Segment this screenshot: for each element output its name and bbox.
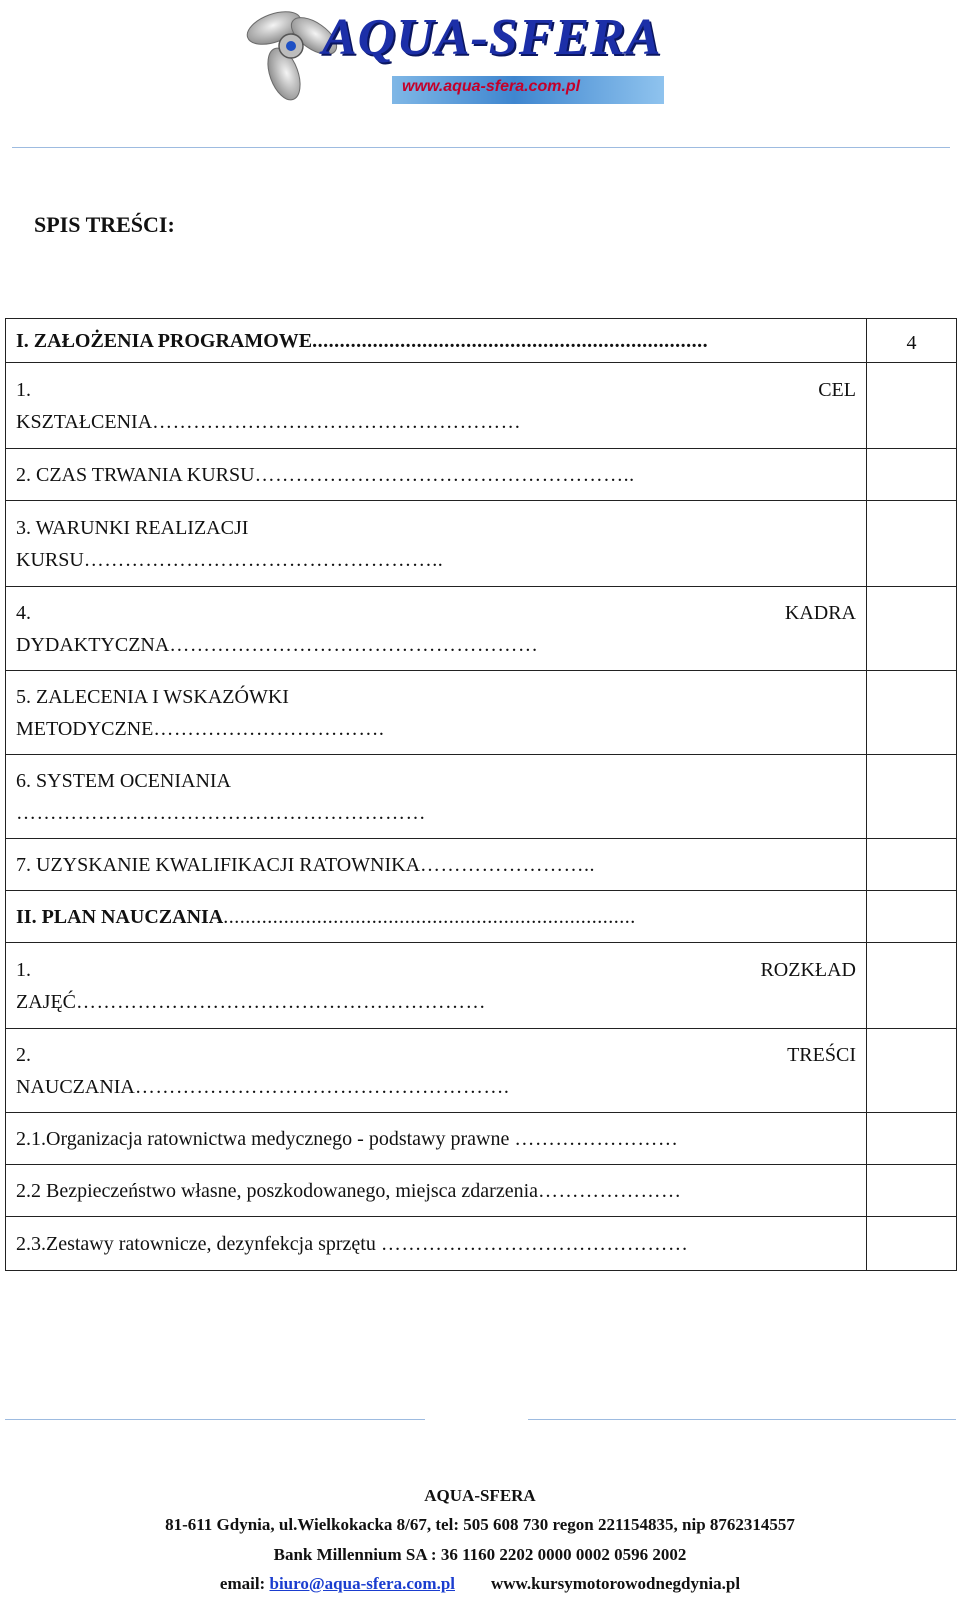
footer-email-link[interactable]: biuro@aqua-sfera.com.pl — [269, 1574, 455, 1593]
toc-row — [6, 755, 957, 839]
toc-page-cell — [867, 1217, 957, 1271]
toc-row — [6, 363, 957, 449]
toc-page-cell — [867, 671, 957, 755]
toc-entry[interactable]: 2. TREŚCI NAUCZANIA………………………………………………. — [6, 1029, 867, 1113]
toc-page-cell — [867, 943, 957, 1029]
footer-divider-left — [5, 1419, 425, 1420]
toc-row — [6, 891, 957, 943]
page-title: SPIS TREŚCI: — [34, 212, 175, 237]
company-logo — [244, 6, 684, 104]
toc-row — [6, 943, 957, 1029]
toc-entry[interactable]: II. PLAN NAUCZANIA........................................................................... — [6, 891, 867, 943]
toc-page-cell — [867, 363, 957, 449]
toc-entry[interactable]: 5. ZALECENIA I WSKAZÓWKI METODYCZNE……………………………. — [6, 671, 867, 755]
toc-entry[interactable]: 2.1.Organizacja ratownictwa medycznego - podstawy prawne …………………… — [6, 1113, 867, 1165]
footer-contact — [0, 1574, 960, 1594]
toc-row — [6, 1217, 957, 1271]
toc-page-cell — [867, 587, 957, 671]
footer-email-label: email: — [219, 1574, 270, 1593]
toc-table — [5, 318, 957, 1271]
toc-page-cell — [867, 1113, 957, 1165]
toc-entry[interactable]: I. ZAŁOŻENIA PROGRAMOWE........................................................................ — [6, 319, 867, 363]
toc-page-cell — [867, 891, 957, 943]
toc-page-cell — [867, 755, 957, 839]
toc-row — [6, 319, 957, 363]
toc-entry[interactable]: 6. SYSTEM OCENIANIA …………………………………………………… — [6, 755, 867, 839]
toc-entry[interactable]: 1. CEL KSZTAŁCENIA……………………………………………… — [6, 363, 867, 449]
toc-page-cell — [867, 839, 957, 891]
logo-url: www.aqua-sfera.com.pl — [402, 78, 581, 95]
toc-page-cell — [867, 1029, 957, 1113]
toc-entry[interactable]: 4. KADRA DYDAKTYCZNA……………………………………………… — [6, 587, 867, 671]
toc-page-cell — [867, 1165, 957, 1217]
toc-row — [6, 1113, 957, 1165]
toc-entry[interactable]: 2.2 Bezpieczeństwo własne, poszkodowanego, miejsca zdarzenia………………… — [6, 1165, 867, 1217]
footer-address: 81-611 Gdynia, ul.Wielkokacka 8/67, tel: 505 608 730 regon 221154835, nip 8762314557 — [165, 1515, 795, 1534]
toc-page-cell — [867, 449, 957, 501]
toc-row — [6, 501, 957, 587]
toc-entry[interactable]: 2.3.Zestawy ratownicze, dezynfekcja sprzętu ……………………………………… — [6, 1217, 867, 1271]
toc-row — [6, 587, 957, 671]
header-divider — [12, 147, 950, 148]
toc-row — [6, 671, 957, 755]
footer-divider-right — [528, 1419, 956, 1420]
footer-website[interactable]: www.kursymotorowodnegdynia.pl — [491, 1574, 741, 1593]
toc-row — [6, 839, 957, 891]
toc-entry[interactable]: 7. UZYSKANIE KWALIFIKACJI RATOWNIKA…………………….. — [6, 839, 867, 891]
toc-page-cell — [867, 501, 957, 587]
toc-entry[interactable]: 3. WARUNKI REALIZACJI KURSU…………………………………………….. — [6, 501, 867, 587]
footer-company: AQUA-SFERA — [424, 1486, 536, 1505]
toc-page-number: 4 — [867, 319, 957, 363]
toc-entry[interactable]: 1. ROZKŁAD ZAJĘĆ…………………………………………………… — [6, 943, 867, 1029]
toc-row — [6, 1029, 957, 1113]
toc-row — [6, 449, 957, 501]
toc-row — [6, 1165, 957, 1217]
logo-title: AQUA-SFERA — [322, 9, 662, 66]
footer-bank: Bank Millennium SA : 36 1160 2202 0000 0002 0596 2002 — [273, 1545, 687, 1564]
toc-entry[interactable]: 2. CZAS TRWANIA KURSU……………………………………………….. — [6, 449, 867, 501]
